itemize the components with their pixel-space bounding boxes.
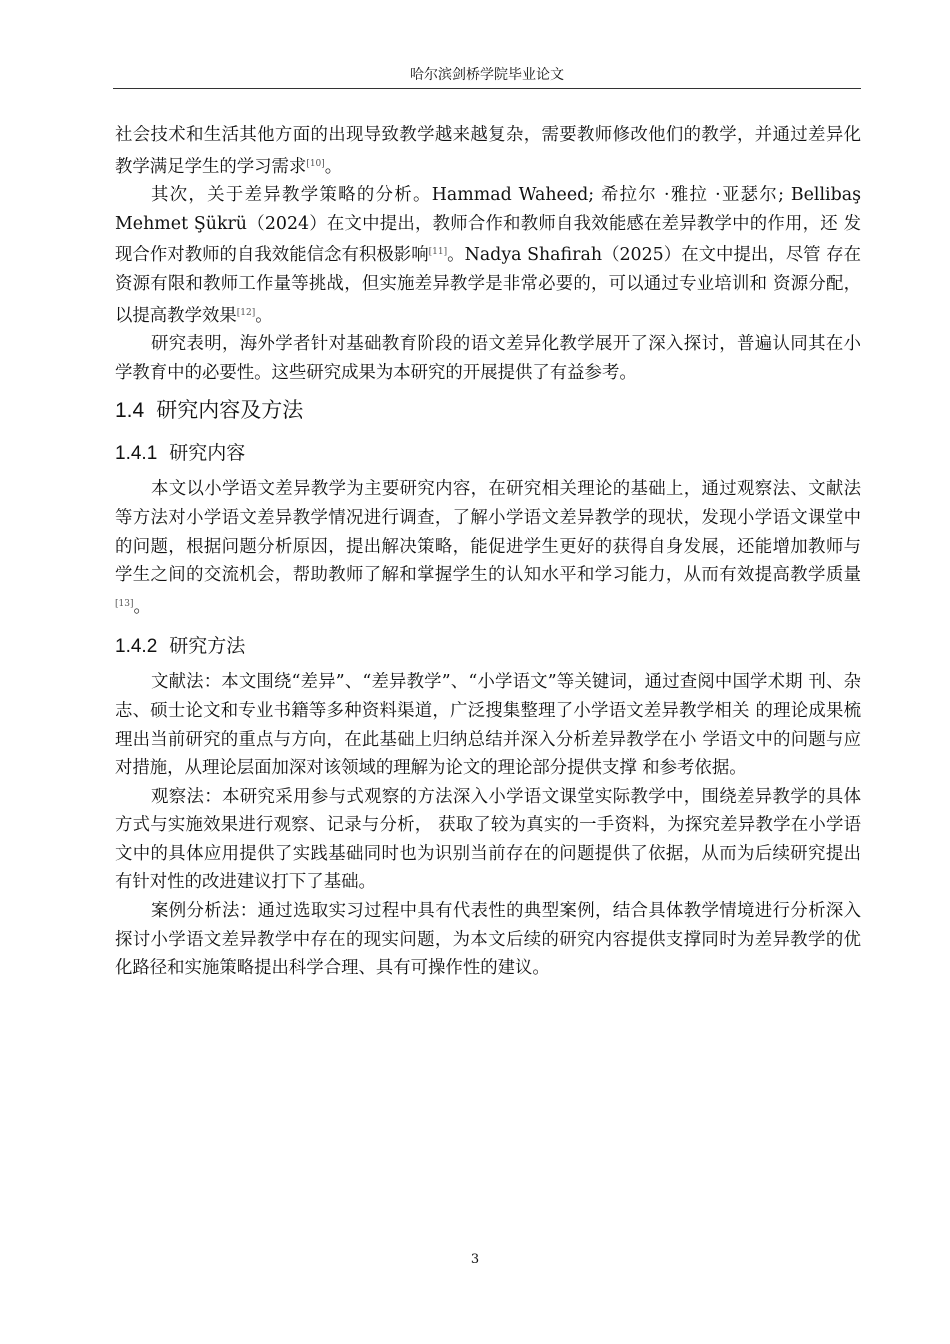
citation-ref: [10] xyxy=(306,158,325,169)
citation-ref: [13] xyxy=(115,598,134,609)
header-divider xyxy=(113,88,861,89)
citation-ref: [11] xyxy=(428,247,448,258)
body-paragraph: 案例分析法：通过选取实习过程中具有代表性的典型案例，结合具体教学情境进行分析深入探讨小学语文差异教学中存在的现实问题，为本文后续的研究内容提供支撑同时为差异教学的优化路径和实施策略提出科学合理、具有可操作性的建议。 xyxy=(115,901,861,979)
page-number: 3 xyxy=(470,1252,480,1267)
body-paragraph: 观察法：本研究采用参与式观察的方法深入小学语文课堂实际教学中，围绕差异教学的具体方式与实施效果进行观察、记录与分析， 获取了较为真实的一手资料，为探究差异教学在小学语文中的具体应用提供了实践基础同时也为识别当前存在的问题提供了依据，从而为后续研究提出有针对性的改进建议打下了基础。 xyxy=(115,786,861,893)
body-paragraph: 社会技术和生活其他方面的出现导致教学越来越复杂，需要教师修改他们的教学，并通过差异化教学满足学生的学习需求[10]。 xyxy=(115,125,861,177)
body-paragraph: 本文以小学语文差异教学为主要研究内容，在研究相关理论的基础上，通过观察法、文献法等方法对小学语文差异教学情况进行调查，了解小学语文差异教学的现状，发现小学语文课堂中的问题，根据问题分析原因，提出解决策略，能促进学生更好的获得自身发展，还能增加教师与学生之间的交流机会，帮助教师了解和掌握学生的认知水平和学习能力，从而有效提高教学质量[13]。 xyxy=(115,479,861,617)
section-heading: 1.4 研究内容及方法 xyxy=(115,398,304,423)
subsection-heading: 1.4.1 研究内容 xyxy=(115,442,246,465)
running-header: 哈尔滨剑桥学院毕业论文 xyxy=(410,67,564,83)
body-paragraph: 研究表明，海外学者针对基础教育阶段的语文差异化教学展开了深入探讨，普遍认同其在小学教育中的必要性。这些研究成果为本研究的开展提供了有益参考。 xyxy=(115,334,861,383)
page-body xyxy=(115,121,861,983)
body-paragraph: 文献法：本文围绕“差异”、“差异教学”、“小学语文”等关键词，通过查阅中国学术期 刊、杂志、硕士论文和专业书籍等多种资料渠道，广泛搜集整理了小学语文差异教学相关 的理论成果梳理出当前研究的重点与方向，在此基础上归纳总结并深入分析差异教学在小 学语文中的问题与应对措施，从理论层面加深对该领域的理解为论文的理论部分提供支撑 和参考依据。 xyxy=(115,672,861,779)
body-paragraph: 其次，关于差异教学策略的分析。Hammad Waheed; 希拉尔 ·雅拉 ·亚瑟尔; Bellibaş Mehmet Şükrü（2024）在文中提出，教师合作和教师自我效能感在差异教学中的作用，还 发现合作对教师的自我效能信念有积极影响[11]。Nadya Shafirah（2025）在文中提出，尽管 存在资源有限和教师工作量等挑战，但实施差异教学是非常必要的，可以通过专业培训和 资源分配，以提高教学效果[12]。 xyxy=(115,185,861,326)
citation-ref: [12] xyxy=(236,307,256,318)
subsection-heading: 1.4.2 研究方法 xyxy=(115,635,246,658)
